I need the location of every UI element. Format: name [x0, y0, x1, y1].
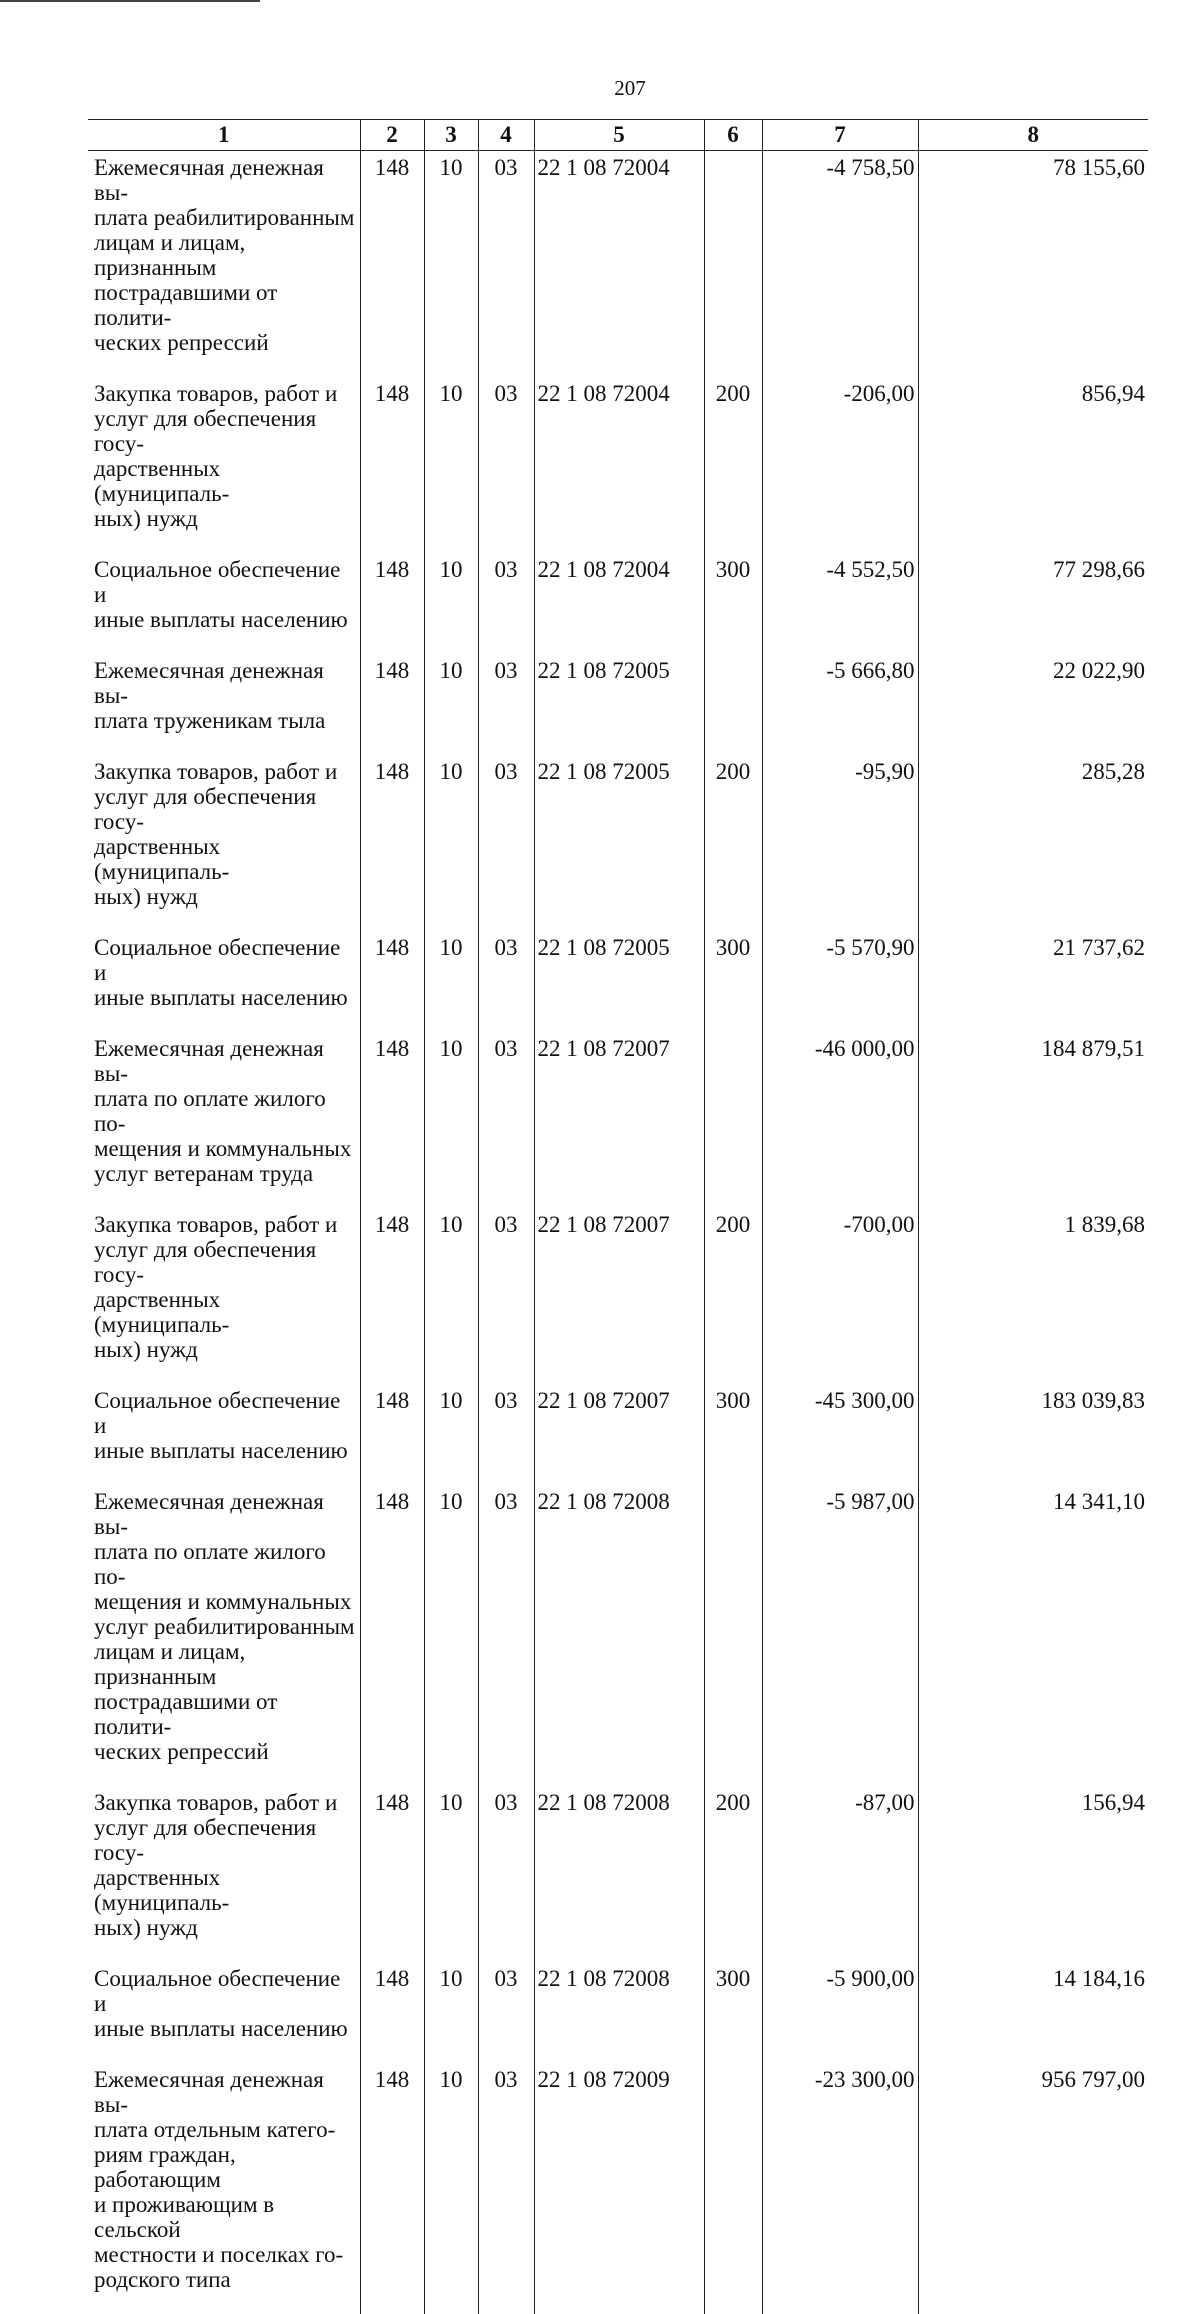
table-row — [88, 553, 1148, 654]
cell-col-4: 03 — [478, 1485, 534, 1786]
cell-col-7: -5 666,80 — [762, 654, 918, 755]
cell-col-2: 148 — [360, 1962, 424, 2063]
cell-col-5: 22 1 08 72009 — [534, 2063, 704, 2314]
cell-col-4: 03 — [478, 1962, 534, 2063]
column-header: 1 — [88, 120, 360, 151]
cell-col-2: 148 — [360, 377, 424, 553]
row-description: Ежемесячная денежная вы- плата труженикам тыла — [88, 654, 360, 755]
cell-col-8: 183 039,83 — [918, 1384, 1148, 1485]
cell-col-8: 14 184,16 — [918, 1962, 1148, 2063]
cell-col-5: 22 1 08 72005 — [534, 931, 704, 1032]
cell-col-5: 22 1 08 72004 — [534, 553, 704, 654]
cell-col-3: 10 — [424, 1786, 478, 1962]
cell-col-3: 10 — [424, 755, 478, 931]
cell-col-2: 148 — [360, 1032, 424, 1208]
cell-col-7: -700,00 — [762, 1208, 918, 1384]
cell-col-4: 03 — [478, 1032, 534, 1208]
table-row — [88, 1786, 1148, 1962]
cell-col-6 — [704, 151, 762, 378]
cell-col-7: -23 300,00 — [762, 2063, 918, 2314]
table-row — [88, 1384, 1148, 1485]
column-header: 7 — [762, 120, 918, 151]
cell-col-4: 03 — [478, 1384, 534, 1485]
cell-col-4: 03 — [478, 1786, 534, 1962]
cell-col-2: 148 — [360, 1485, 424, 1786]
cell-col-7: -4 758,50 — [762, 151, 918, 378]
cell-col-8: 956 797,00 — [918, 2063, 1148, 2314]
header-row — [88, 120, 1148, 151]
cell-col-7: -206,00 — [762, 377, 918, 553]
cell-col-2: 148 — [360, 1786, 424, 1962]
cell-col-5: 22 1 08 72008 — [534, 1485, 704, 1786]
cell-col-5: 22 1 08 72005 — [534, 755, 704, 931]
row-description: Ежемесячная денежная вы- плата отдельным катего- риям граждан, работающим и проживающим в сельской местности и поселках го- родского типа — [88, 2063, 360, 2314]
cell-col-8: 285,28 — [918, 755, 1148, 931]
row-description: Закупка товаров, работ и услуг для обеспечения госу- дарственных (муниципаль- ных) нужд — [88, 755, 360, 931]
cell-col-5: 22 1 08 72007 — [534, 1384, 704, 1485]
cell-col-3: 10 — [424, 931, 478, 1032]
cell-col-4: 03 — [478, 377, 534, 553]
cell-col-8: 22 022,90 — [918, 654, 1148, 755]
cell-col-2: 148 — [360, 931, 424, 1032]
cell-col-7: -87,00 — [762, 1786, 918, 1962]
cell-col-4: 03 — [478, 755, 534, 931]
cell-col-6: 300 — [704, 1384, 762, 1485]
table-row — [88, 931, 1148, 1032]
cell-col-6 — [704, 1032, 762, 1208]
cell-col-6: 200 — [704, 1208, 762, 1384]
cell-col-2: 148 — [360, 1208, 424, 1384]
cell-col-3: 10 — [424, 1962, 478, 2063]
cell-col-5: 22 1 08 72008 — [534, 1962, 704, 2063]
row-description: Закупка товаров, работ и услуг для обеспечения госу- дарственных (муниципаль- ных) нужд — [88, 1786, 360, 1962]
cell-col-8: 77 298,66 — [918, 553, 1148, 654]
cell-col-5: 22 1 08 72007 — [534, 1208, 704, 1384]
cell-col-8: 1 839,68 — [918, 1208, 1148, 1384]
cell-col-3: 10 — [424, 553, 478, 654]
cell-col-6 — [704, 1485, 762, 1786]
row-description: Ежемесячная денежная вы- плата по оплате жилого по- мещения и коммунальных услуг ветеранам труда — [88, 1032, 360, 1208]
cell-col-8: 14 341,10 — [918, 1485, 1148, 1786]
row-description: Социальное обеспечение и иные выплаты населению — [88, 553, 360, 654]
cell-col-7: -5 570,90 — [762, 931, 918, 1032]
cell-col-3: 10 — [424, 2063, 478, 2314]
cell-col-8: 78 155,60 — [918, 151, 1148, 378]
cell-col-3: 10 — [424, 151, 478, 378]
column-header: 2 — [360, 120, 424, 151]
table-row — [88, 151, 1148, 378]
row-description: Социальное обеспечение и иные выплаты населению — [88, 1384, 360, 1485]
cell-col-4: 03 — [478, 151, 534, 378]
cell-col-3: 10 — [424, 654, 478, 755]
cell-col-2: 148 — [360, 151, 424, 378]
cell-col-6: 300 — [704, 931, 762, 1032]
cell-col-4: 03 — [478, 931, 534, 1032]
cell-col-6: 200 — [704, 755, 762, 931]
cell-col-4: 03 — [478, 654, 534, 755]
column-header: 4 — [478, 120, 534, 151]
cell-col-3: 10 — [424, 1384, 478, 1485]
cell-col-7: -95,90 — [762, 755, 918, 931]
cell-col-8: 156,94 — [918, 1786, 1148, 1962]
cell-col-4: 03 — [478, 2063, 534, 2314]
cell-col-7: -4 552,50 — [762, 553, 918, 654]
cell-col-3: 10 — [424, 1485, 478, 1786]
cell-col-2: 148 — [360, 2063, 424, 2314]
row-description: Социальное обеспечение и иные выплаты населению — [88, 1962, 360, 2063]
cell-col-2: 148 — [360, 553, 424, 654]
row-description: Ежемесячная денежная вы- плата по оплате жилого по- мещения и коммунальных услуг реабилитированным лицам и лицам, признанным пострадавшими от полити- ческих репрессий — [88, 1485, 360, 1786]
cell-col-3: 10 — [424, 1032, 478, 1208]
table-body — [88, 151, 1148, 2314]
cell-col-7: -5 987,00 — [762, 1485, 918, 1786]
cell-col-3: 10 — [424, 1208, 478, 1384]
cell-col-8: 184 879,51 — [918, 1032, 1148, 1208]
cell-col-2: 148 — [360, 1384, 424, 1485]
cell-col-2: 148 — [360, 755, 424, 931]
cell-col-7: -45 300,00 — [762, 1384, 918, 1485]
table-row — [88, 654, 1148, 755]
page-number: 207 — [0, 76, 1200, 101]
column-header: 6 — [704, 120, 762, 151]
budget-table — [88, 119, 1148, 2314]
row-description: Ежемесячная денежная вы- плата реабилитированным лицам и лицам, признанным пострадавшими от полити- ческих репрессий — [88, 151, 360, 378]
cell-col-6: 200 — [704, 377, 762, 553]
cell-col-6: 300 — [704, 553, 762, 654]
cell-col-5: 22 1 08 72005 — [534, 654, 704, 755]
column-header: 3 — [424, 120, 478, 151]
row-description: Социальное обеспечение и иные выплаты населению — [88, 931, 360, 1032]
cell-col-8: 21 737,62 — [918, 931, 1148, 1032]
cell-col-6 — [704, 2063, 762, 2314]
cell-col-3: 10 — [424, 377, 478, 553]
cell-col-5: 22 1 08 72007 — [534, 1032, 704, 1208]
table-row — [88, 1962, 1148, 2063]
cell-col-5: 22 1 08 72004 — [534, 151, 704, 378]
table-row — [88, 1485, 1148, 1786]
cell-col-7: -46 000,00 — [762, 1032, 918, 1208]
row-description: Закупка товаров, работ и услуг для обеспечения госу- дарственных (муниципаль- ных) нужд — [88, 377, 360, 553]
table-row — [88, 1208, 1148, 1384]
cell-col-6 — [704, 654, 762, 755]
cell-col-5: 22 1 08 72008 — [534, 1786, 704, 1962]
column-header: 5 — [534, 120, 704, 151]
table-row — [88, 755, 1148, 931]
table-row — [88, 1032, 1148, 1208]
table-row — [88, 2063, 1148, 2314]
table-row — [88, 377, 1148, 553]
column-header: 8 — [918, 120, 1148, 151]
cell-col-5: 22 1 08 72004 — [534, 377, 704, 553]
cell-col-4: 03 — [478, 553, 534, 654]
cell-col-2: 148 — [360, 654, 424, 755]
cell-col-4: 03 — [478, 1208, 534, 1384]
top-edge-rule — [0, 0, 260, 2]
cell-col-8: 856,94 — [918, 377, 1148, 553]
cell-col-7: -5 900,00 — [762, 1962, 918, 2063]
row-description: Закупка товаров, работ и услуг для обеспечения госу- дарственных (муниципаль- ных) нужд — [88, 1208, 360, 1384]
cell-col-6: 300 — [704, 1962, 762, 2063]
cell-col-6: 200 — [704, 1786, 762, 1962]
